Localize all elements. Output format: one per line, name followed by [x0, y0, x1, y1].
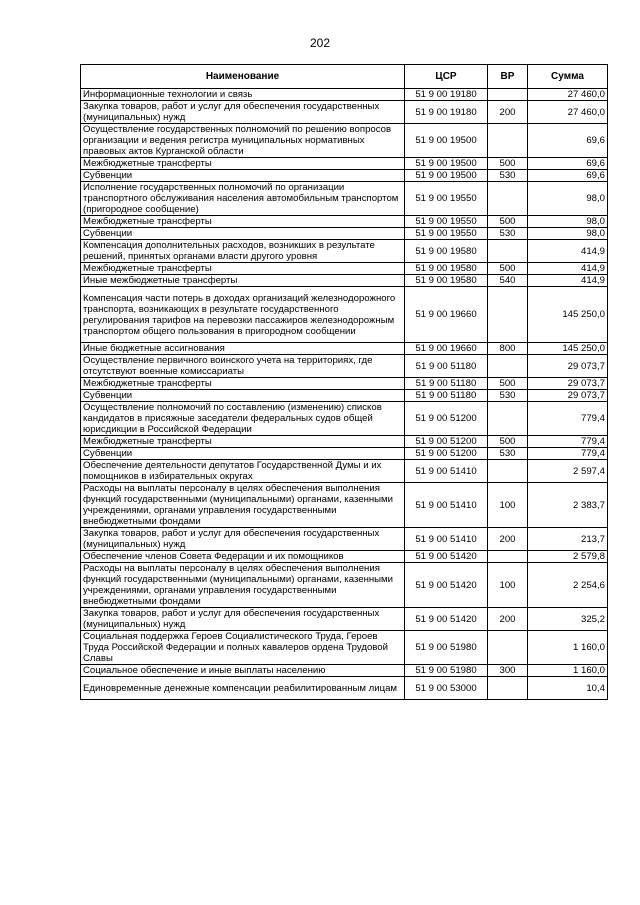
cell-sum: 2 254,6 [528, 563, 608, 608]
cell-vr: 500 [488, 263, 528, 275]
cell-name: Закупка товаров, работ и услуг для обеспечения государственных (муниципальных) нужд [81, 608, 405, 631]
cell-csr: 51 9 00 51420 [405, 563, 488, 608]
table-row [81, 436, 608, 448]
table-row [81, 263, 608, 275]
cell-vr: 300 [488, 665, 528, 677]
cell-name: Компенсация части потерь в доходах организаций железнодорожного транспорта, возникающих в результате государственного регулирования тарифов на перевозки пассажиров железнодорожным транспортом общего пользования в пригородном сообщении [81, 287, 405, 343]
cell-csr: 51 9 00 51420 [405, 551, 488, 563]
cell-vr [488, 402, 528, 436]
cell-sum: 414,9 [528, 240, 608, 263]
table-row [81, 631, 608, 665]
cell-vr: 530 [488, 448, 528, 460]
cell-csr: 51 9 00 53000 [405, 677, 488, 700]
table-row [81, 402, 608, 436]
table-row [81, 608, 608, 631]
cell-csr: 51 9 00 19660 [405, 287, 488, 343]
cell-vr: 530 [488, 170, 528, 182]
cell-name: Субвенции [81, 448, 405, 460]
cell-name: Межбюджетные трансферты [81, 158, 405, 170]
cell-name: Исполнение государственных полномочий по организации транспортного обслуживания населения автомобильным транспортом (пригородное сообщение) [81, 182, 405, 216]
cell-name: Межбюджетные трансферты [81, 378, 405, 390]
cell-csr: 51 9 00 19580 [405, 275, 488, 287]
cell-sum: 2 383,7 [528, 483, 608, 528]
header-name: Наименование [81, 65, 405, 89]
budget-table [80, 64, 608, 700]
cell-csr: 51 9 00 51420 [405, 608, 488, 631]
cell-sum: 2 597,4 [528, 460, 608, 483]
cell-vr [488, 240, 528, 263]
cell-sum: 1 160,0 [528, 665, 608, 677]
cell-csr: 51 9 00 51980 [405, 665, 488, 677]
cell-vr [488, 124, 528, 158]
header-sum: Сумма [528, 65, 608, 89]
cell-name: Закупка товаров, работ и услуг для обеспечения государственных (муниципальных) нужд [81, 528, 405, 551]
cell-csr: 51 9 00 51980 [405, 631, 488, 665]
table-row [81, 483, 608, 528]
cell-csr: 51 9 00 19580 [405, 240, 488, 263]
cell-sum: 2 579,8 [528, 551, 608, 563]
cell-csr: 51 9 00 51180 [405, 355, 488, 378]
cell-csr: 51 9 00 51180 [405, 378, 488, 390]
header-vr: ВР [488, 65, 528, 89]
cell-csr: 51 9 00 19660 [405, 343, 488, 355]
cell-vr: 500 [488, 158, 528, 170]
cell-vr: 500 [488, 436, 528, 448]
cell-vr: 100 [488, 483, 528, 528]
cell-name: Субвенции [81, 170, 405, 182]
cell-vr [488, 551, 528, 563]
table-row [81, 677, 608, 700]
table-row [81, 287, 608, 343]
table-row [81, 216, 608, 228]
table-row [81, 124, 608, 158]
table-row [81, 355, 608, 378]
cell-sum: 779,4 [528, 448, 608, 460]
cell-name: Социальное обеспечение и иные выплаты населению [81, 665, 405, 677]
cell-vr: 800 [488, 343, 528, 355]
cell-csr: 51 9 00 19500 [405, 158, 488, 170]
table-row [81, 170, 608, 182]
cell-vr: 540 [488, 275, 528, 287]
cell-csr: 51 9 00 19580 [405, 263, 488, 275]
table-row [81, 448, 608, 460]
cell-csr: 51 9 00 51200 [405, 402, 488, 436]
cell-vr: 200 [488, 608, 528, 631]
cell-name: Субвенции [81, 390, 405, 402]
cell-vr [488, 89, 528, 101]
cell-csr: 51 9 00 19550 [405, 182, 488, 216]
cell-sum: 213,7 [528, 528, 608, 551]
cell-sum: 98,0 [528, 228, 608, 240]
cell-sum: 29 073,7 [528, 390, 608, 402]
table-body [81, 89, 608, 700]
cell-name: Расходы на выплаты персоналу в целях обеспечения выполнения функций государственными (муниципальными) органами, казенными учреждениями, органами управления государственными внебюджетными фондами [81, 483, 405, 528]
cell-csr: 51 9 00 51180 [405, 390, 488, 402]
table-row [81, 228, 608, 240]
cell-name: Компенсация дополнительных расходов, возникших в результате решений, принятых органами власти другого уровня [81, 240, 405, 263]
cell-name: Обеспечение членов Совета Федерации и их помощников [81, 551, 405, 563]
cell-name: Единовременные денежные компенсации реабилитированным лицам [81, 677, 405, 700]
table-row [81, 563, 608, 608]
table-row [81, 551, 608, 563]
cell-sum: 10,4 [528, 677, 608, 700]
page-number: 202 [309, 36, 331, 50]
cell-name: Закупка товаров, работ и услуг для обеспечения государственных (муниципальных) нужд [81, 101, 405, 124]
table-row [81, 390, 608, 402]
cell-vr [488, 631, 528, 665]
cell-sum: 98,0 [528, 182, 608, 216]
cell-vr: 200 [488, 528, 528, 551]
cell-name: Расходы на выплаты персоналу в целях обеспечения выполнения функций государственными (муниципальными) органами, казенными учреждениями, органами управления государственными внебюджетными фондами [81, 563, 405, 608]
table-row [81, 275, 608, 287]
cell-name: Осуществление государственных полномочий по решению вопросов организации и ведения регистра муниципальных нормативных правовых актов Курганской области [81, 124, 405, 158]
cell-csr: 51 9 00 19550 [405, 228, 488, 240]
cell-sum: 779,4 [528, 436, 608, 448]
cell-csr: 51 9 00 51200 [405, 448, 488, 460]
cell-name: Межбюджетные трансферты [81, 216, 405, 228]
cell-name: Иные межбюджетные трансферты [81, 275, 405, 287]
cell-csr: 51 9 00 19500 [405, 124, 488, 158]
cell-name: Межбюджетные трансферты [81, 263, 405, 275]
table-row [81, 378, 608, 390]
cell-sum: 414,9 [528, 275, 608, 287]
table-row [81, 343, 608, 355]
cell-csr: 51 9 00 19180 [405, 89, 488, 101]
cell-vr: 530 [488, 390, 528, 402]
cell-vr: 200 [488, 101, 528, 124]
cell-vr: 500 [488, 216, 528, 228]
cell-name: Межбюджетные трансферты [81, 436, 405, 448]
cell-vr: 100 [488, 563, 528, 608]
table-row [81, 182, 608, 216]
cell-name: Социальная поддержка Героев Социалистического Труда, Героев Труда Российской Федерации и полных кавалеров ордена Трудовой Славы [81, 631, 405, 665]
cell-sum: 69,6 [528, 124, 608, 158]
cell-name: Субвенции [81, 228, 405, 240]
table-row [81, 528, 608, 551]
cell-csr: 51 9 00 51410 [405, 460, 488, 483]
cell-sum: 325,2 [528, 608, 608, 631]
cell-sum: 29 073,7 [528, 378, 608, 390]
cell-csr: 51 9 00 51410 [405, 483, 488, 528]
cell-vr [488, 677, 528, 700]
cell-name: Информационные технологии и связь [81, 89, 405, 101]
cell-vr [488, 460, 528, 483]
cell-sum: 29 073,7 [528, 355, 608, 378]
cell-sum: 145 250,0 [528, 287, 608, 343]
cell-name: Обеспечение деятельности депутатов Государственной Думы и их помощников в избирательных округах [81, 460, 405, 483]
cell-sum: 27 460,0 [528, 89, 608, 101]
table-row [81, 240, 608, 263]
cell-sum: 69,6 [528, 158, 608, 170]
table-row [81, 101, 608, 124]
header-csr: ЦСР [405, 65, 488, 89]
cell-sum: 1 160,0 [528, 631, 608, 665]
cell-sum: 414,9 [528, 263, 608, 275]
cell-csr: 51 9 00 19550 [405, 216, 488, 228]
table-row [81, 158, 608, 170]
cell-sum: 69,6 [528, 170, 608, 182]
cell-csr: 51 9 00 19180 [405, 101, 488, 124]
cell-name: Осуществление полномочий по составлению (изменению) списков кандидатов в присяжные заседатели федеральных судов общей юрисдикции в Российской Федерации [81, 402, 405, 436]
cell-name: Иные бюджетные ассигнования [81, 343, 405, 355]
cell-csr: 51 9 00 51200 [405, 436, 488, 448]
cell-csr: 51 9 00 19500 [405, 170, 488, 182]
cell-vr [488, 182, 528, 216]
cell-vr [488, 355, 528, 378]
cell-vr: 500 [488, 378, 528, 390]
table-row [81, 460, 608, 483]
cell-sum: 27 460,0 [528, 101, 608, 124]
cell-vr [488, 287, 528, 343]
table-row [81, 89, 608, 101]
cell-sum: 98,0 [528, 216, 608, 228]
cell-sum: 779,4 [528, 402, 608, 436]
table-header-row [81, 65, 608, 89]
cell-vr: 530 [488, 228, 528, 240]
cell-sum: 145 250,0 [528, 343, 608, 355]
table-row [81, 665, 608, 677]
cell-name: Осуществление первичного воинского учета на территориях, где отсутствуют военные комиссариаты [81, 355, 405, 378]
cell-csr: 51 9 00 51410 [405, 528, 488, 551]
